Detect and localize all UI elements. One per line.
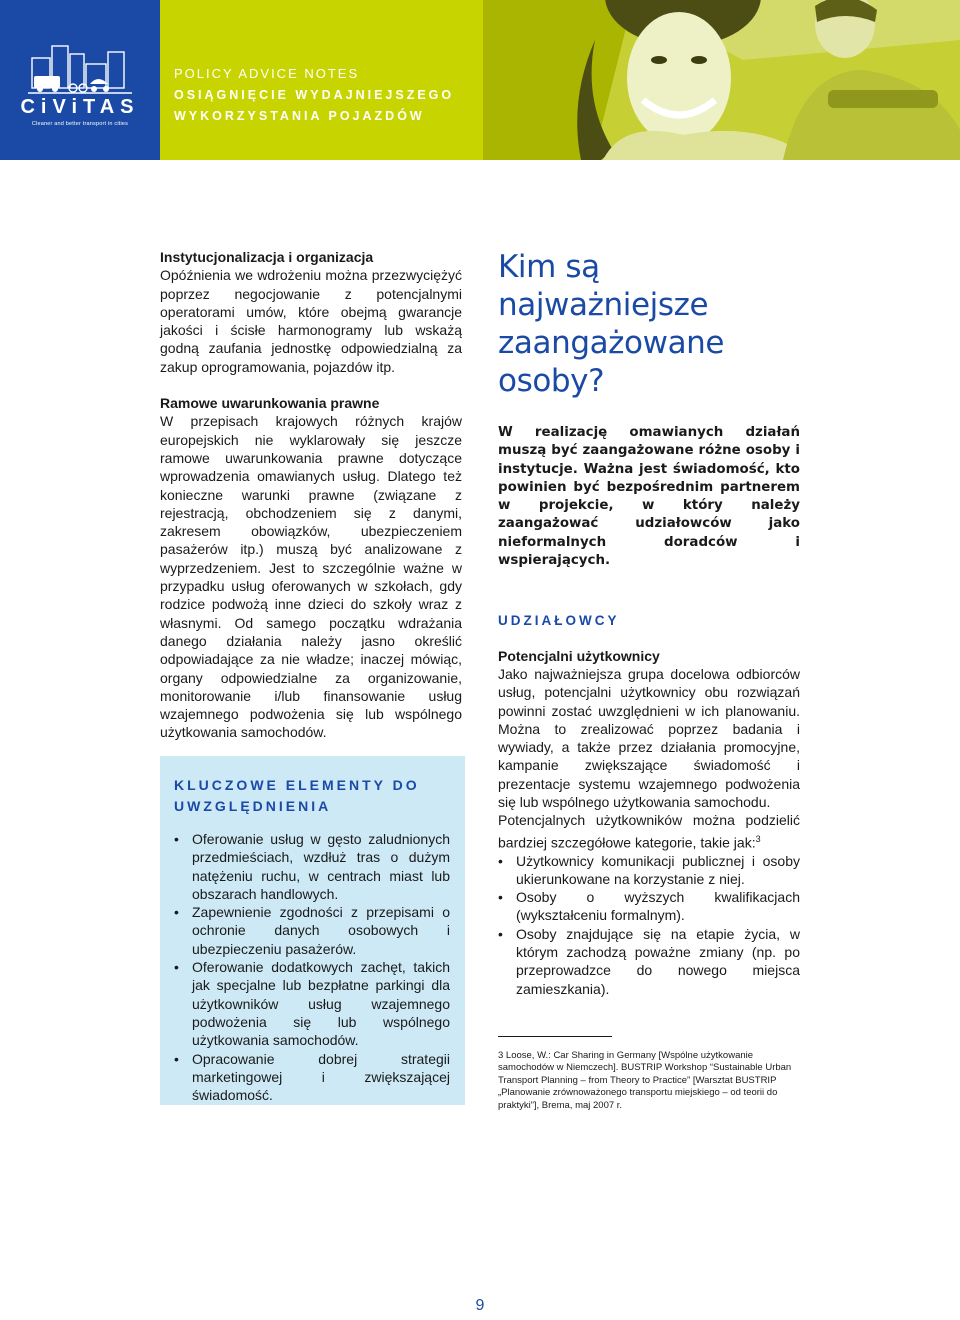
stakeholders-section-label: UDZIAŁOWCY [498, 613, 620, 629]
bullet-icon: • [498, 889, 503, 906]
key-elements-title: KLUCZOWE ELEMENTY DO UWZGLĘDNIENIA [174, 777, 420, 814]
list-item: • Oferowanie usług w gęsto zaludnionych przedmieściach, wzdłuż tras o dużym natężeniu ruchu, w centrach miast lub obszarach handlowych. [174, 831, 450, 902]
city-skyline-icon [28, 40, 132, 98]
civitas-logo [0, 0, 160, 160]
bullet-icon: • [498, 852, 503, 869]
potential-users-paragraph: Jako najważniejsza grupa docelowa odbiorców usług, potencjalni użytkownicy obu rozwiązań powinni zostać uwzględnieni w ich planowaniu. Można to zrealizować poprzez badania i wywiady, a także przez działania promocyjne, kampanie zwiększające świadomość i prezentacje systemu wzajemnego podwożenia się lub wspólnego użytkowania samochodu. [498, 665, 800, 811]
stakeholders-big-heading: Kim są najważniejsze zaangażowane osoby? [498, 249, 725, 399]
logo-wordmark: CiViTAS [20, 96, 140, 118]
footnote-divider [498, 1036, 612, 1037]
potential-users-heading: Potencjalni użytkownicy [498, 647, 660, 664]
list-item: • Oferowanie dodatkowych zachęt, takich jak specjalne lub bezpłatne parkingi dla użytkowników usług wzajemnego podwożenia się lub wspólnego użytkowania samochodów. [174, 959, 450, 1049]
header-titles [174, 66, 454, 127]
footnote-ref: 3 [755, 833, 761, 844]
bullet-icon: • [174, 959, 179, 976]
section-heading-institutionalization: Instytucjonalizacja i organizacja [160, 249, 374, 265]
people-in-car-photo-icon [483, 0, 960, 160]
user-categories-list [498, 852, 800, 998]
key-elements-box [160, 756, 465, 1105]
section-text-institutionalization: Opóźnienia we wdrożeniu można przezwyciężyć poprzez negocjowanie z potencjalnymi operatorami umów, które obejmą gwarancje jakości i ścisłe harmonogramy lub wskażą godną zaufania jednostkę odpowiedzialną za zakup oprogramowania, pojazdów itp. [160, 267, 462, 375]
list-item: • Osoby o wyższych kwalifikacjach (wykształceniu formalnym). [498, 889, 800, 924]
page-number: 9 [475, 1297, 485, 1314]
logo-tagline: Cleaner and better transport in cities [31, 121, 129, 127]
section-heading-legal-framework: Ramowe uwarunkowania prawne [160, 395, 380, 412]
section-text-legal-framework: W przepisach krajowych różnych krajów europejskich nie wyklarowały się jeszcze ramowe uwarunkowania prawne dotyczące wprowadzenia omawianych usług. Dlatego też konieczne warunki prawne (związane z rejestracją, obchodzeniem się z danymi, zakresem obowiązków, ubezpieczeniem pasażerów itp.) muszą być analizowane z wyprzedzeniem. Jest to szczególnie ważne w przypadku usług oferowanych w szkołach, gdy rodzice podwożą inne dzieci do szkoły wraz z własnymi. Od samego początku wdrażania danego działania należy jasno określić odpowiadające za nie władze; inaczej mówiąc, organy odpowiedzialne za organizowanie, monitorowanie i/lub finansowanie usług wzajemnego podwożenia się lub wspólnego użytkowania samochodów. [160, 413, 462, 741]
header-title-line2: WYKORZYSTANIA POJAZDÓW [174, 109, 425, 123]
header-band [0, 0, 960, 160]
footnote: 3 Loose, W.: Car Sharing in Germany [Wspólne użytkowanie samochodów w Niemczech]. BUSTRIP Workshop “Sustainable Urban Transport Planning – from Theory to Practice” [Warsztat BUSTRIP „Planowanie zrównoważonego transportu miejskiego – od teorii do praktyki”], Brema, maj 2007 r. [498, 1050, 792, 1111]
header-title-line1: OSIĄGNIĘCIE WYDAJNIEJSZEGO [174, 88, 455, 102]
right-column [498, 248, 800, 998]
user-categories-paragraph: Potencjalnych użytkowników można podzielić bardziej szczegółowe kategorie, takie jak:$^3$ [498, 812, 800, 851]
stakeholders-intro: W realizację omawianych działań muszą być zaangażowane różne osoby i instytucje. Ważna jest świadomość, kto powinien być bezpośrednim partnerem w projekcie, w który należy zaangażować udziałowców jako nieformalnych doradców i wspierających. [498, 425, 800, 569]
key-elements-list [174, 830, 450, 1104]
bullet-icon: • [498, 925, 503, 942]
series-kicker: POLICY ADVICE NOTES [174, 66, 360, 81]
header-photo [483, 0, 960, 160]
list-item: • Osoby znajdujące się na etapie życia, w którym zachodzą poważne zmiany (np. po przeprowadzce do nowego miejsca zamieszkania). [498, 925, 800, 997]
list-item: • Użytkownicy komunikacji publicznej i osoby ukierunkowane na korzystanie z niej. [498, 852, 800, 887]
bullet-icon: • [174, 904, 179, 921]
bullet-icon: • [174, 831, 179, 847]
list-item: • Opracowanie dobrej strategii marketingowej i zwiększającej świadomość. [174, 1050, 450, 1104]
left-column [160, 248, 462, 742]
list-item: • Zapewnienie zgodności z przepisami o ochronie danych osobowych i ubezpieczeniu pasażerów. [174, 904, 450, 957]
bullet-icon: • [174, 1050, 179, 1067]
